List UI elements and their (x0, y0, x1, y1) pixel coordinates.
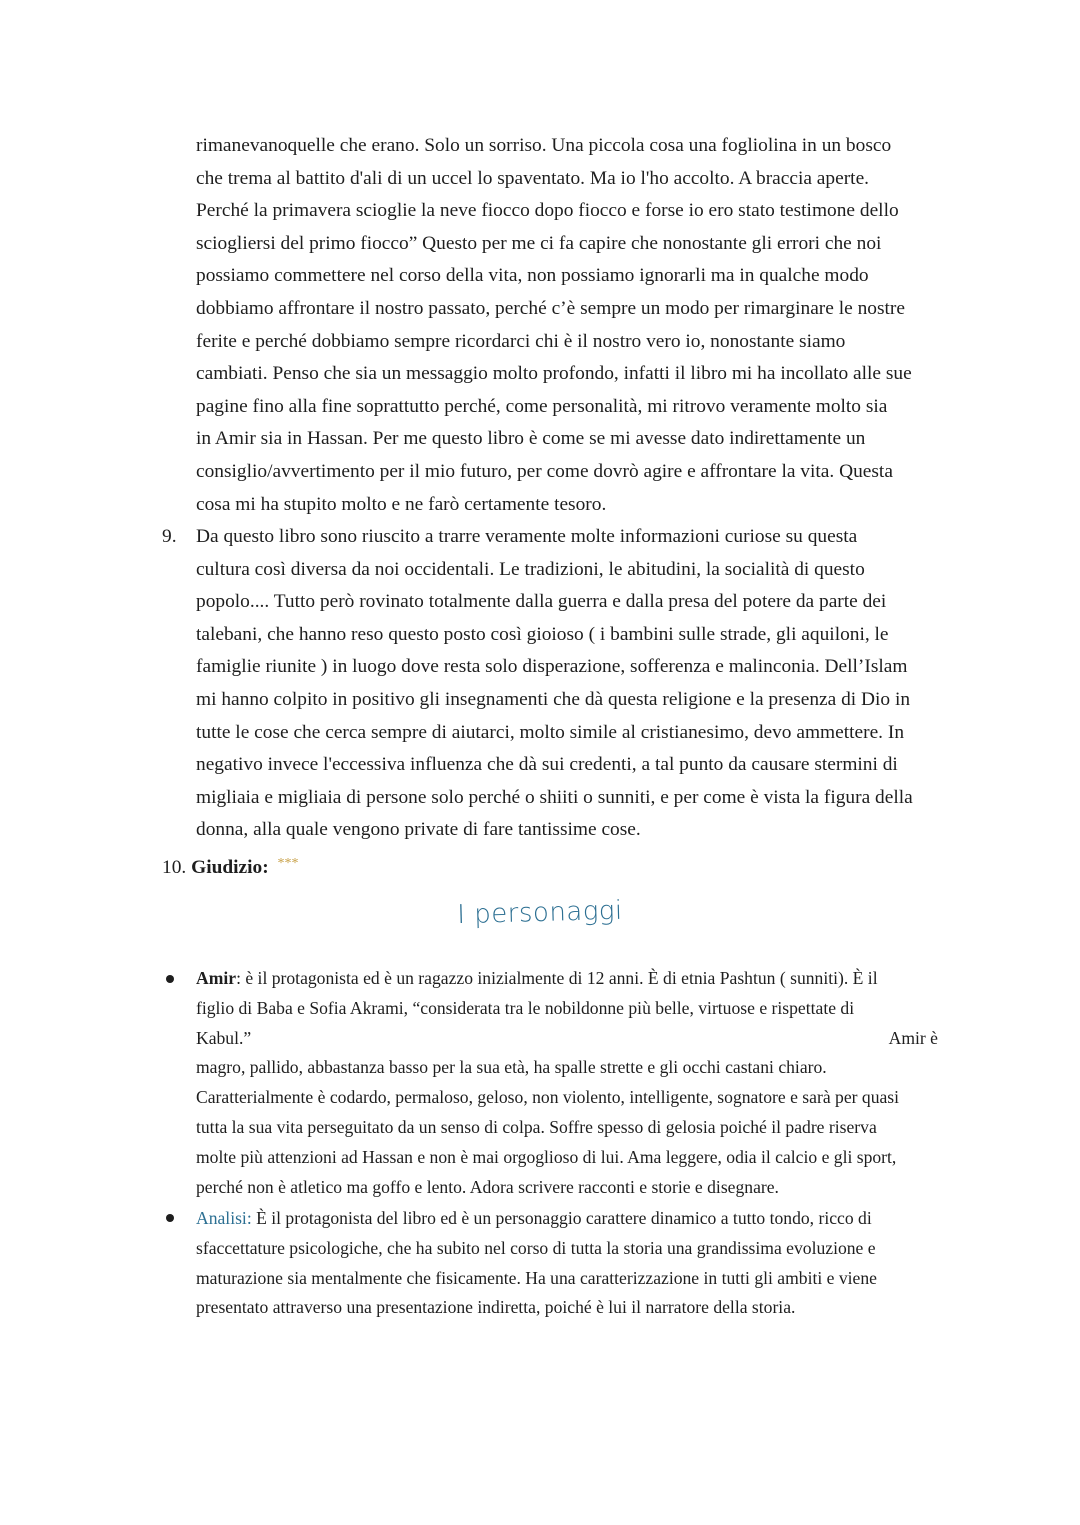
item-9-paragraph (196, 521, 956, 847)
text-line: Amir: è il protagonista ed è un ragazzo inizialmente di 12 anni. È di etnia Pashtun ( sunniti). È il (196, 968, 878, 988)
item-10-number: 10. (162, 857, 187, 878)
text-line: ferite e perché dobbiamo sempre ricordarci chi è il nostro vero io, nonostante siamo (196, 330, 846, 352)
text-line: Da questo libro sono riuscito a trarre veramente molte informazioni curiose su questa (196, 526, 858, 547)
text-line: che trema al battito d'ali di un uccel lo spaventato. Ma io l'ho accolto. A braccia aperte. (196, 167, 870, 189)
text-line: in Amir sia in Hassan. Per me questo libro è come se mi avesse dato indirettamente un (196, 428, 866, 450)
analysis-label: Analisi: (196, 1208, 252, 1228)
text-line: Perché la primavera scioglie la neve fiocco dopo fiocco e forse io ero stato testimone dello (196, 200, 899, 222)
text-line: pagine fino alla fine soprattutto perché, come personalità, mi ritrovo veramente molto sia (196, 395, 888, 417)
text-line: migliaia e migliaia di persone solo perché o shiiti o sunniti, e per come è vista la figura della (196, 786, 913, 808)
item-10-label: Giudizio: (191, 857, 269, 878)
text-line: sfaccettature psicologiche, che ha subito nel corso di tutta la storia una grandissima evoluzione e (196, 1237, 876, 1258)
text-line: mi hanno colpito in positivo gli insegnamenti che dà questa religione e la presenza di Dio in (196, 688, 911, 710)
text-line: sciogliersi del primo fiocco” Questo per me ci fa capire che nonostante gli errori che noi (196, 232, 882, 254)
section-title: I personaggi (456, 895, 624, 931)
text-line: figlio di Baba e Sofia Akrami, “considerata tra le nobildonne più belle, virtuose e rispettate di (196, 997, 855, 1018)
text-line: magro, pallido, abbastanza basso per la sua età, ha spalle strette e gli occhi castani chiaro. (196, 1057, 827, 1078)
character-name: Amir (196, 968, 237, 988)
text-line: donna, alla quale vengono private di fare tantissime cose. (196, 819, 641, 841)
text-line: negativo invece l'eccessiva influenza che dà sui credenti, a tal punto da causare stermini di (196, 754, 898, 776)
character-analysis (196, 1204, 956, 1323)
character-amir (196, 964, 956, 1202)
text-line: Caratterialmente è codardo, permaloso, geloso, non violento, intelligente, sognatore e sarà per quasi (196, 1087, 900, 1108)
text-line: Analisi: È il protagonista del libro ed è un personaggio carattere dinamico a tutto tondo, ricco di (196, 1208, 872, 1228)
text-line: talebani, che hanno reso questo posto così gioioso ( i bambini sulle strade, gli aquiloni, le (196, 623, 889, 645)
text-line: tutta la sua vita perseguitato da un senso di colpa. Soffre spesso di gelosia poiché il padre riserva (196, 1116, 877, 1137)
text-line: Kabul.” Amir è (196, 1027, 938, 1048)
item-10 (162, 848, 299, 885)
continuation-paragraph (196, 130, 956, 521)
text-line: cosa mi ha stupito molto e ne farò certamente tesoro. (196, 493, 607, 515)
text-line: popolo.... Tutto però rovinato totalmente dalla guerra e dalla presa del potere da parte dei (196, 591, 887, 613)
text-line: cambiati. Penso che sia un messaggio molto profondo, infatti il libro mi ha incollato alle sue (196, 363, 912, 385)
item-9-number: 9. (162, 526, 177, 547)
text-line: perché non è atletico ma goffo e lento. Adora scrivere racconti e storie e disegnare. (196, 1176, 779, 1197)
text-line: famiglie riunite ) in luogo dove resta solo disperazione, sofferenza e malinconia. Dell’Islam (196, 656, 908, 678)
text-line: maturazione sia mentalmente che fisicamente. Ha una caratterizzazione in tutti gli ambiti e viene (196, 1267, 877, 1288)
text-line: dobbiamo affrontare il nostro passato, perché c’è sempre un modo per rimarginare le nostre (196, 297, 905, 319)
bullet-icon (166, 1214, 174, 1222)
rating-stars: *** (277, 856, 299, 871)
text-line: rimanevanoquelle che erano. Solo un sorriso. Una piccola cosa una fogliolina in un bosco (196, 135, 892, 156)
bullet-icon (166, 975, 174, 983)
text-line: molte più attenzioni ad Hassan e non è mai orgoglioso di lui. Ama leggere, odia il calcio e gli sport, (196, 1146, 897, 1167)
text-line: cultura così diversa da noi occidentali. Le tradizioni, le abitudini, la socialità di questo (196, 558, 865, 580)
text-line: presentato attraverso una presentazione indiretta, poiché è lui il narratore della storia. (196, 1297, 796, 1318)
text-line: tutte le cose che cerca sempre di aiutarci, molto simile al cristianesimo, devo ammettere. In (196, 721, 905, 743)
text-line: consiglio/avvertimento per il mio futuro, per come dovrò agire e affrontare la vita. Questa (196, 460, 893, 482)
text-line: possiamo commettere nel corso della vita, non possiamo ignorarli ma in qualche modo (196, 265, 869, 287)
